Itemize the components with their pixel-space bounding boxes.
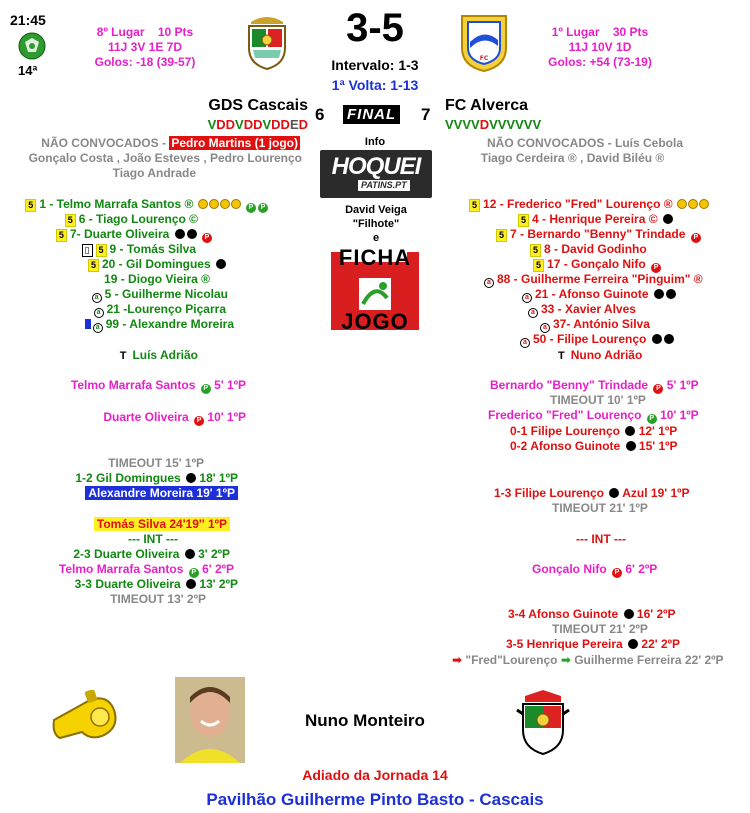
home-position: 8º Lugar [96,25,145,39]
green-card-icon: P [647,414,657,424]
form-letter: D [271,117,281,132]
black-ball-icon [187,229,197,239]
home-player-9: a 99 - Alexandre Moreira [0,317,234,333]
red-card-icon: P [194,416,204,426]
away-player-9: a 37- António Silva [540,317,650,333]
venue-crest-icon [515,690,571,761]
away-event-goal-3: 1-3 Filipe Lourenço Azul 19' 1ºP [494,486,690,500]
five-badge-icon: 5 [88,259,99,272]
black-ball-icon [186,579,196,589]
away-player-6: a 88 - Guilherme Ferreira "Pinguim" ® [484,272,703,288]
reporter-name: David Veiga [345,204,407,216]
black-ball-icon [624,609,634,619]
form-letter: V [462,117,472,132]
away-event-3: Gonçalo Nifo P 6' 2ºP [532,562,658,576]
ficha-jogo-logo[interactable] [323,245,427,334]
five-badge-icon: 5 [533,259,544,272]
home-event-2: Duarte Oliveira P 10' 1ºP [103,410,246,424]
away-player-5: 5 17 - Gonçalo Nifo P [533,257,661,273]
info-label: Info [364,136,386,148]
home-event-goal-3: 3-3 Duarte Oliveira 13' 2ºP [74,577,238,591]
red-card-icon: P [202,233,212,243]
first-leg-score: 1ª Volta: 1-13 [331,77,419,93]
away-final-goals: 7 [421,105,431,124]
five-badge-icon: 5 [496,229,507,242]
away-event-goal-2: 0-2 Afonso Guinote 15' 1ºP [510,439,678,453]
coach-icon: T [558,350,565,362]
red-card-icon: P [691,233,701,243]
away-coach: T Nuno Adrião [558,348,643,362]
hoquei-logo-title: HOQUEI [331,153,421,180]
yellow-ball-icon [209,199,219,209]
substitute-icon: a [528,308,538,318]
arrow-out-icon: ➡ [452,653,463,667]
away-stats [515,25,685,70]
home-final-goals: 6 [315,105,325,124]
home-player-1: 5 1 - Telmo Marrafa Santos ® P P [0,197,268,213]
home-record: 11J 3V 1E 7D [107,40,183,54]
away-player-10: a 50 - Filipe Lourenço [520,332,674,348]
yellow-ball-icon [677,199,687,209]
away-timeout-3: TIMEOUT 21' 2ºP [552,622,648,636]
away-goals: Golos: +54 (73-19) [548,55,652,69]
home-crest-icon [243,14,291,73]
home-player-3: 5 7- Duarte Oliveira P [0,227,212,243]
coach-icon: T [119,350,127,362]
form-letter: D [280,117,290,132]
away-player-2: 5 4 - Henrique Pereira © [518,212,673,227]
away-record: 11J 10V 1D [568,40,632,54]
black-ball-icon [626,441,636,451]
five-badge-icon: 5 [469,199,480,212]
form-letter: V [453,117,463,132]
referee-photo [175,677,245,763]
referee-name: Nuno Monteiro [305,711,425,730]
away-event-goal-1: 0-1 Filipe Lourenço 12' 1ºP [510,424,678,438]
svg-text:FC: FC [479,55,489,62]
home-not-called [0,136,300,151]
black-ball-icon [654,289,664,299]
five-badge-icon: 5 [518,214,529,227]
form-letter: V [471,117,480,132]
away-interval-marker: --- INT --- [576,532,626,546]
substitute-icon: a [540,323,550,333]
goalkeeper-badge-icon: ▯ [82,244,93,257]
home-stats [60,25,230,70]
away-event-1: Bernardo "Benny" Trindade P 5' 1ºP [490,378,699,392]
away-timeout-1: TIMEOUT 10' 1ºP [550,393,646,407]
black-ball-icon [652,334,662,344]
form-letter: V [532,117,542,132]
away-crest-icon [458,12,510,75]
away-timeout-2: TIMEOUT 21' 1ºP [552,501,648,515]
form-letter: D [243,117,254,132]
round-number: 14ª [18,63,38,78]
hoquei-logo[interactable] [320,150,432,198]
home-points: 10 Pts [157,25,194,39]
away-player-8: a 33 - Xavier Alves [528,302,636,318]
substitute-icon: a [484,278,494,288]
five-badge-icon: 5 [65,214,76,227]
ficha-logo-bottom: JOGO [341,309,409,334]
home-timeout-1: TIMEOUT 15' 1ºP [108,456,204,470]
home-player-4: ▯ 5 9 - Tomás Silva [0,242,196,257]
green-card-icon: P [258,203,268,213]
form-letter: D [225,117,236,132]
substitute-icon: a [92,293,102,303]
away-not-called: NÃO CONVOCADOS - Luís Cebola [486,136,683,150]
home-goals: Golos: -18 (39-57) [94,55,196,69]
five-badge-icon: 5 [530,244,541,257]
home-not-called-list: Gonçalo Costa , João Esteves , Pedro Lourenço [28,151,302,165]
hoquei-logo-subtitle: PATINS.PT [358,180,410,191]
match-time: 21:45 [10,12,46,28]
home-event-blue-card: Alexandre Moreira 19' 1ºP [0,486,238,501]
five-badge-icon: 5 [96,244,107,257]
black-ball-icon [663,214,673,224]
form-letter: V [489,117,498,132]
red-card-icon: P [651,263,661,273]
black-ball-icon [186,473,196,483]
away-player-7: a 21 - Afonso Guinote [522,287,676,303]
final-label: FINAL [343,105,400,124]
form-letter: V [262,117,272,132]
yellow-ball-icon [699,199,709,209]
reporter-credit [320,203,432,245]
away-player-3: 5 7 - Bernardo "Benny" Trindade P [496,227,701,243]
home-team-name[interactable]: GDS Cascais [208,97,308,114]
green-card-icon: P [201,384,211,394]
form-letter: D [253,117,263,132]
five-badge-icon: 5 [56,229,67,242]
home-player-6: 19 - Diogo Vieira ® [104,272,210,286]
home-player-8: a 21 -Lourenço Piçarra [0,302,226,318]
home-not-called-list-2: Tiago Andrade [112,166,196,180]
interval-score: Intervalo: 1-3 [331,57,419,73]
away-substitution: ➡ "Fred"Lourenço ➡ Guilherme Ferreira 22' 2ºP [452,653,724,667]
red-card-icon: P [653,384,663,394]
home-not-called-highlight: Pedro Martins (1 jogo) [171,136,298,150]
green-card-icon: P [189,568,199,578]
away-team-name[interactable]: FC Alverca [445,97,528,114]
away-player-1: 5 12 - Frederico "Fred" Lourenço ® [469,197,709,212]
red-card-icon: P [612,568,622,578]
home-form [130,117,308,132]
home-event-yellow-card: Tomás Silva 24'19'' 1ºP [0,517,230,532]
away-event-goal-5: 3-5 Henrique Pereira 22' 2ºP [506,637,681,651]
home-player-5: 5 20 - Gil Domingues [0,257,226,272]
league-logo-icon [18,32,46,60]
home-interval-marker: --- INT --- [128,532,178,546]
home-not-called-label: NÃO CONVOCADOS - [41,136,170,150]
away-form [445,117,541,132]
away-player-4: 5 8 - David Godinho [530,242,647,257]
black-ball-icon [666,289,676,299]
form-letter: V [523,117,533,132]
home-event-3: Telmo Marrafa Santos P 6' 2ºP [58,562,234,576]
form-letter: D [216,117,226,132]
black-ball-icon [185,549,195,559]
form-letter: V [506,117,516,132]
black-ball-icon [609,488,619,498]
substitute-icon: a [520,338,530,348]
form-letter: D [298,117,308,132]
form-letter: V [207,117,217,132]
away-event-2: Frederico "Fred" Lourenço P 10' 1ºP [488,408,699,422]
black-ball-icon [628,639,638,649]
substitute-icon: a [93,323,103,333]
form-letter: D [479,117,490,132]
whistle-icon [50,690,120,749]
substitute-icon: a [522,293,532,303]
home-timeout-2: TIMEOUT 13' 2ºP [110,592,206,606]
away-position: 1º Lugar [551,25,600,39]
black-ball-icon [175,229,185,239]
yellow-ball-icon [198,199,208,209]
form-letter: V [235,117,244,132]
venue-name[interactable]: Pavilhão Guilherme Pinto Basto - Cascais [206,790,544,809]
substitute-icon: a [94,308,104,318]
away-event-goal-4: 3-4 Afonso Guinote 16' 2ºP [508,607,676,621]
home-event-1: Telmo Marrafa Santos P 5' 1ºP [70,378,246,392]
home-player-2: 5 6 - Tiago Lourenço © [0,212,198,227]
form-letter: V [515,117,524,132]
score: 3-5 [346,6,404,50]
final-status [343,106,400,123]
yellow-ball-icon [231,199,241,209]
black-ball-icon [625,426,635,436]
home-player-7: a 5 - Guilherme Nicolau [0,287,228,303]
away-points: 30 Pts [612,25,649,39]
five-badge-icon: 5 [25,199,36,212]
reporter-and: e [372,232,380,244]
home-event-goal-2: 2-3 Duarte Oliveira 3' 2ºP [73,547,230,561]
form-letter: E [289,117,299,132]
form-letter: V [445,117,454,132]
yellow-ball-icon [220,199,230,209]
reporter-nickname: "Filhote" [352,218,400,230]
form-letter: V [497,117,507,132]
blue-card-icon [85,319,91,329]
home-event-goal-1: 1-2 Gil Domingues 18' 1ºP [75,471,238,485]
home-coach: T Luís Adrião [119,348,198,362]
yellow-ball-icon [688,199,698,209]
black-ball-icon [216,259,226,269]
green-card-icon: P [246,203,256,213]
arrow-in-icon: ➡ [560,653,571,667]
away-not-called-list: Tiago Cerdeira ® , David Biléu ® [480,151,665,165]
ficha-logo-top: FICHA [338,245,412,270]
black-ball-icon [664,334,674,344]
postponed-note: Adiado da Jornada 14 [302,767,448,783]
